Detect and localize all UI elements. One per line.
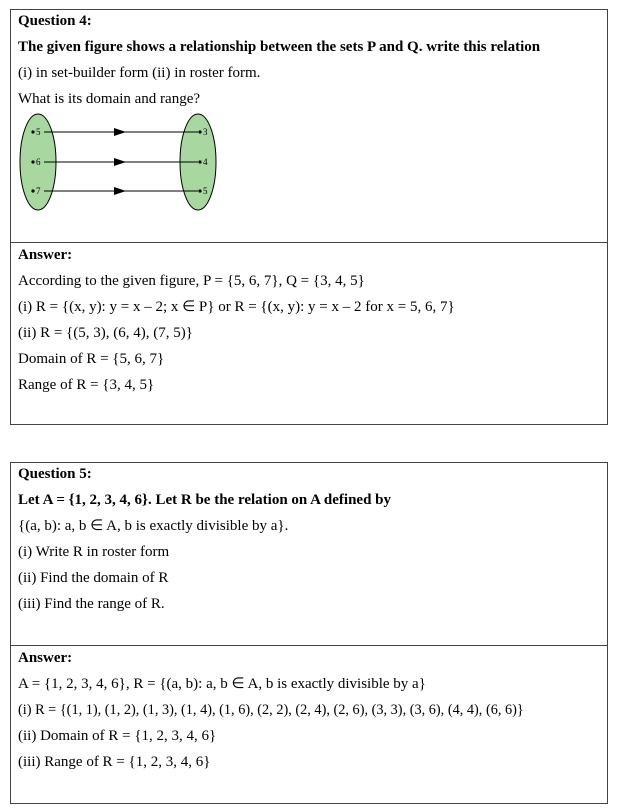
question-5-statement: Let A = {1, 2, 3, 4, 6}. Let R be the relation on A defined by (18, 492, 392, 508)
question-5-line-3: (ii) Find the domain of R (18, 570, 169, 586)
question-5-divider (11, 645, 607, 646)
set-p-label-6: 6 (36, 157, 41, 167)
question-5-line-1: {(a, b): a, b ∈ A, b is exactly divisible by a}. (18, 518, 289, 534)
answer-4-line-4: Domain of R = {5, 6, 7} (18, 351, 165, 367)
question-5-line-2: (i) Write R in roster form (18, 544, 170, 560)
answer-5-line-1: A = {1, 2, 3, 4, 6}, R = {(a, b): a, b ∈ A, b is exactly divisible by a} (18, 676, 426, 692)
set-q-label-4: 4 (203, 157, 208, 167)
question-5-line-4: (iii) Find the range of R. (18, 596, 165, 612)
question-5-box (10, 462, 608, 804)
answer-5-line-3: (ii) Domain of R = {1, 2, 3, 4, 6} (18, 728, 217, 744)
question-4-divider (11, 242, 607, 243)
answer-4-line-1: According to the given figure, P = {5, 6, 7}, Q = {3, 4, 5} (18, 273, 365, 289)
question-4-part-2: What is its domain and range? (18, 91, 201, 107)
set-q-label-3: 3 (203, 127, 208, 137)
set-p-label-5: 5 (36, 127, 41, 137)
answer-4-line-2: (i) R = {(x, y): y = x – 2; x ∈ P} or R = {(x, y): y = x – 2 for x = 5, 6, 7} (18, 299, 455, 315)
question-4-box (10, 9, 608, 425)
question-4-title: Question 4: (18, 13, 92, 29)
answer-4-title: Answer: (18, 247, 73, 263)
relation-arrow-diagram (16, 113, 226, 223)
question-4-part-1: (i) in set-builder form (ii) in roster form. (18, 65, 261, 81)
answer-5-line-2: (i) R = {(1, 1), (1, 2), (1, 3), (1, 4), (1, 6), (2, 2), (2, 4), (2, 6), (3, 3), (3, 6), (4, 4), (6, 6)} (18, 702, 524, 718)
set-q-label-5: 5 (203, 186, 208, 196)
set-p-label-7: 7 (36, 186, 41, 196)
answer-4-line-5: Range of R = {3, 4, 5} (18, 377, 155, 393)
answer-5-title: Answer: (18, 650, 73, 666)
answer-5-line-4: (iii) Range of R = {1, 2, 3, 4, 6} (18, 754, 211, 770)
answer-4-line-3: (ii) R = {(5, 3), (6, 4), (7, 5)} (18, 325, 193, 341)
question-4-statement: The given figure shows a relationship between the sets P and Q. write this relation (18, 39, 541, 55)
question-5-title: Question 5: (18, 466, 92, 482)
